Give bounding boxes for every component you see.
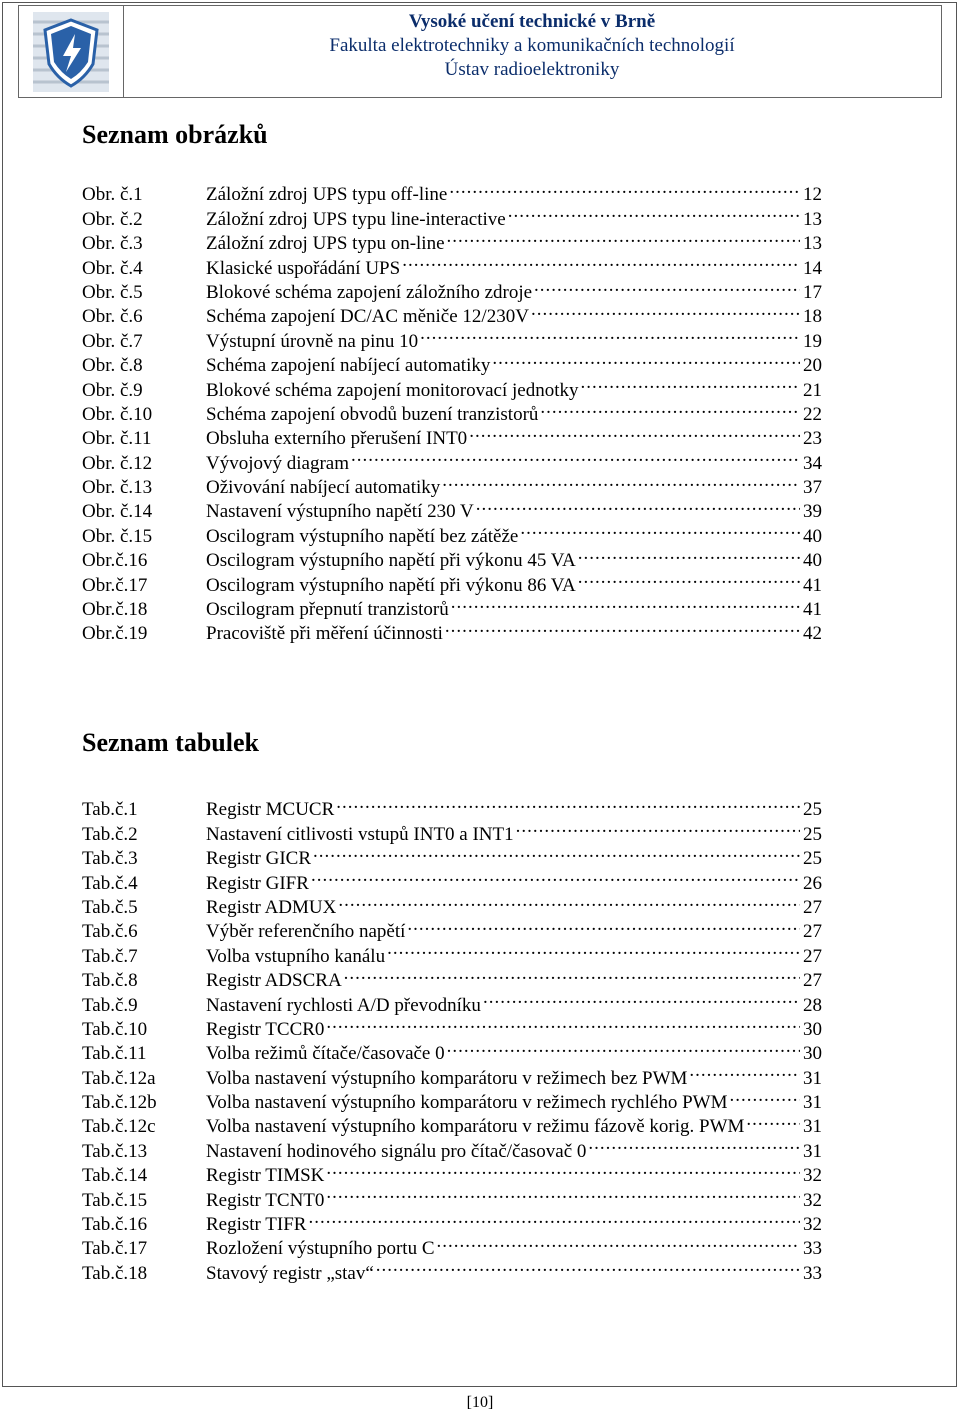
item-page-number: 22 xyxy=(803,403,822,425)
item-title: Registr ADSCRA xyxy=(206,970,342,992)
item-code: Tab.č.11 xyxy=(82,1043,147,1065)
item-title: Oscilogram výstupního napětí bez zátěže xyxy=(206,525,519,547)
item-code: Obr. č.7 xyxy=(82,330,143,352)
item-title: Záložní zdroj UPS typu line-interactive xyxy=(206,208,506,230)
item-page-number: 30 xyxy=(803,1043,822,1065)
page-header xyxy=(18,5,942,98)
item-page-number: 28 xyxy=(803,994,822,1016)
dot-leader xyxy=(746,1108,800,1132)
dot-leader xyxy=(483,986,800,1010)
dot-leader xyxy=(338,889,800,913)
dot-leader xyxy=(308,1206,800,1230)
item-code: Obr.č.19 xyxy=(82,623,148,645)
item-page-number: 31 xyxy=(803,1092,822,1114)
tables-heading: Seznam tabulek xyxy=(82,728,259,757)
dot-leader xyxy=(689,1059,800,1083)
item-code: Tab.č.9 xyxy=(82,994,138,1016)
item-code: Obr. č.9 xyxy=(82,379,143,401)
item-title: Pracoviště při měření účinnosti xyxy=(206,623,443,645)
dot-leader xyxy=(516,815,800,839)
item-title: Výstupní úrovně na pinu 10 xyxy=(206,330,419,352)
item-title: Volba nastavení výstupního komparátoru v režimech bez PWM xyxy=(206,1067,688,1089)
item-code: Tab.č.8 xyxy=(82,970,138,992)
item-title: Oscilogram přepnutí tranzistorů xyxy=(206,599,449,621)
item-page-number: 27 xyxy=(803,970,822,992)
item-code: Tab.č.15 xyxy=(82,1189,148,1211)
item-code: Obr. č.6 xyxy=(82,306,143,328)
dot-leader xyxy=(588,1132,800,1156)
item-title: Nastavení výstupního napětí 230 V xyxy=(206,501,474,523)
item-title: Registr TIFR xyxy=(206,1214,307,1236)
item-title: Nastavení citlivosti vstupů INT0 a INT1 xyxy=(206,823,514,845)
dot-leader xyxy=(469,420,800,444)
item-page-number: 26 xyxy=(803,872,822,894)
list-item xyxy=(82,176,822,206)
item-code: Tab.č.13 xyxy=(82,1140,148,1162)
figures-heading: Seznam obrázků xyxy=(82,120,268,149)
item-code: Obr. č.13 xyxy=(82,477,153,499)
item-code: Tab.č.12a xyxy=(82,1067,156,1089)
dot-leader xyxy=(540,396,800,420)
item-page-number: 18 xyxy=(803,306,822,328)
item-title: Registr MCUCR xyxy=(206,799,335,821)
page-number: [10] xyxy=(466,1394,494,1411)
dot-leader xyxy=(313,840,800,864)
item-code: Tab.č.14 xyxy=(82,1165,148,1187)
item-code: Obr. č.12 xyxy=(82,452,153,474)
dot-leader xyxy=(326,1011,800,1035)
item-page-number: 21 xyxy=(803,379,822,401)
item-title: Registr TCNT0 xyxy=(206,1189,325,1211)
dot-leader xyxy=(581,371,800,395)
item-code: Tab.č.17 xyxy=(82,1238,148,1260)
item-code: Obr.č.18 xyxy=(82,599,148,621)
item-code: Tab.č.6 xyxy=(82,921,138,943)
item-page-number: 31 xyxy=(803,1140,822,1162)
item-page-number: 40 xyxy=(803,550,822,572)
item-code: Tab.č.5 xyxy=(82,896,138,918)
item-page-number: 25 xyxy=(803,799,822,821)
item-title: Vývojový diagram xyxy=(206,452,350,474)
item-code: Tab.č.4 xyxy=(82,872,138,894)
item-title: Nastavení hodinového signálu pro čítač/časovač 0 xyxy=(206,1140,587,1162)
item-page-number: 40 xyxy=(803,525,822,547)
item-code: Tab.č.3 xyxy=(82,848,138,870)
item-code: Tab.č.12b xyxy=(82,1092,157,1114)
dot-leader xyxy=(437,1230,800,1254)
item-page-number: 33 xyxy=(803,1262,822,1284)
item-title: Rozložení výstupního portu C xyxy=(206,1238,435,1260)
item-title: Nastavení rychlosti A/D převodníku xyxy=(206,994,481,1016)
item-title: Volba nastavení výstupního komparátoru v režimu fázově korig. PWM xyxy=(206,1116,745,1138)
university-logo xyxy=(19,6,124,97)
dot-leader xyxy=(578,542,800,566)
item-code: Tab.č.1 xyxy=(82,799,138,821)
item-title: Záložní zdroj UPS typu off-line xyxy=(206,184,448,206)
dot-leader xyxy=(531,298,800,322)
item-page-number: 32 xyxy=(803,1214,822,1236)
faculty-name: Fakulta elektrotechniky a komunikačních technologií xyxy=(329,35,735,56)
dot-leader xyxy=(402,249,800,273)
item-code: Obr. č.8 xyxy=(82,355,143,377)
item-title: Registr GIFR xyxy=(206,872,309,894)
item-page-number: 31 xyxy=(803,1116,822,1138)
item-code: Obr. č.4 xyxy=(82,257,143,279)
dot-leader xyxy=(336,791,800,815)
item-title: Schéma zapojení obvodů buzení tranzistorů xyxy=(206,403,539,425)
item-page-number: 27 xyxy=(803,921,822,943)
item-page-number: 41 xyxy=(803,574,822,596)
item-code: Obr.č.17 xyxy=(82,574,148,596)
dot-leader xyxy=(351,444,800,468)
item-code: Tab.č.2 xyxy=(82,823,138,845)
item-title: Schéma zapojení DC/AC měniče 12/230V xyxy=(206,306,529,328)
item-page-number: 20 xyxy=(803,355,822,377)
university-name: Vysoké učení technické v Brně xyxy=(408,11,656,32)
dot-leader xyxy=(387,937,800,961)
item-title: Registr TIMSK xyxy=(206,1165,325,1187)
dot-leader xyxy=(407,913,800,937)
item-page-number: 13 xyxy=(803,208,822,230)
dot-leader xyxy=(508,200,800,224)
item-code: Obr. č.11 xyxy=(82,428,152,450)
item-title: Volba režimů čítače/časovače 0 xyxy=(206,1043,445,1065)
dot-leader xyxy=(326,1181,800,1205)
item-page-number: 27 xyxy=(803,945,822,967)
item-title: Výběr referenčního napětí xyxy=(206,921,406,943)
item-page-number: 23 xyxy=(803,428,822,450)
item-title: Registr ADMUX xyxy=(206,896,337,918)
item-code: Obr. č.3 xyxy=(82,233,143,255)
item-page-number: 41 xyxy=(803,599,822,621)
item-code: Tab.č.12c xyxy=(82,1116,156,1138)
item-title: Oživování nabíjecí automatiky xyxy=(206,477,441,499)
item-title: Volba vstupního kanálu xyxy=(206,945,386,967)
item-code: Obr. č.2 xyxy=(82,208,143,230)
item-code: Obr. č.5 xyxy=(82,281,143,303)
dot-leader xyxy=(344,962,800,986)
item-page-number: 19 xyxy=(803,330,822,352)
dot-leader xyxy=(520,517,800,541)
tables-list xyxy=(82,791,822,1284)
dot-leader xyxy=(730,1084,801,1108)
dot-leader xyxy=(447,1035,800,1059)
item-code: Obr.č.16 xyxy=(82,550,148,572)
item-title: Volba nastavení výstupního komparátoru v režimech rychlého PWM xyxy=(206,1092,728,1114)
item-page-number: 25 xyxy=(803,823,822,845)
item-title: Obsluha externího přerušení INT0 xyxy=(206,428,468,450)
dot-leader xyxy=(534,274,800,298)
item-page-number: 33 xyxy=(803,1238,822,1260)
item-page-number: 39 xyxy=(803,501,822,523)
item-title: Oscilogram výstupního napětí při výkonu 86 VA xyxy=(206,574,576,596)
item-code: Obr. č.1 xyxy=(82,184,143,206)
item-code: Tab.č.16 xyxy=(82,1214,148,1236)
item-code: Obr. č.10 xyxy=(82,403,153,425)
item-code: Tab.č.18 xyxy=(82,1262,148,1284)
list-item xyxy=(82,791,822,821)
item-title: Klasické uspořádání UPS xyxy=(206,257,401,279)
item-title: Blokové schéma zapojení monitorovací jednotky xyxy=(206,379,579,401)
item-page-number: 14 xyxy=(803,257,822,279)
dot-leader xyxy=(447,225,800,249)
item-page-number: 12 xyxy=(803,184,822,206)
dot-leader xyxy=(326,1157,800,1181)
dot-leader xyxy=(492,347,800,371)
item-page-number: 17 xyxy=(803,281,822,303)
item-page-number: 32 xyxy=(803,1189,822,1211)
figures-list xyxy=(82,176,822,645)
item-code: Tab.č.10 xyxy=(82,1018,148,1040)
department-name: Ústav radioelektroniky xyxy=(444,59,620,80)
item-code: Obr. č.14 xyxy=(82,501,153,523)
dot-leader xyxy=(445,615,800,639)
dot-leader xyxy=(420,322,800,346)
item-code: Obr. č.15 xyxy=(82,525,153,547)
item-page-number: 31 xyxy=(803,1067,822,1089)
item-title: Blokové schéma zapojení záložního zdroje xyxy=(206,281,533,303)
item-page-number: 37 xyxy=(803,477,822,499)
dot-leader xyxy=(578,566,800,590)
item-page-number: 30 xyxy=(803,1018,822,1040)
item-page-number: 42 xyxy=(803,623,822,645)
item-page-number: 13 xyxy=(803,233,822,255)
item-page-number: 27 xyxy=(803,896,822,918)
dot-leader xyxy=(376,1254,800,1278)
item-title: Stavový registr „stav“ xyxy=(206,1262,374,1284)
item-page-number: 34 xyxy=(803,452,822,474)
item-code: Tab.č.7 xyxy=(82,945,138,967)
item-title: Oscilogram výstupního napětí při výkonu 45 VA xyxy=(206,550,576,572)
item-title: Registr GICR xyxy=(206,848,312,870)
item-title: Schéma zapojení nabíjecí automatiky xyxy=(206,355,491,377)
dot-leader xyxy=(449,176,800,200)
item-title: Záložní zdroj UPS typu on-line xyxy=(206,233,445,255)
item-title: Registr TCCR0 xyxy=(206,1018,325,1040)
dot-leader xyxy=(311,864,800,888)
item-page-number: 32 xyxy=(803,1165,822,1187)
shield-logo-icon xyxy=(33,12,109,92)
item-page-number: 25 xyxy=(803,848,822,870)
dot-leader xyxy=(442,469,800,493)
dot-leader xyxy=(476,493,800,517)
dot-leader xyxy=(451,591,800,615)
